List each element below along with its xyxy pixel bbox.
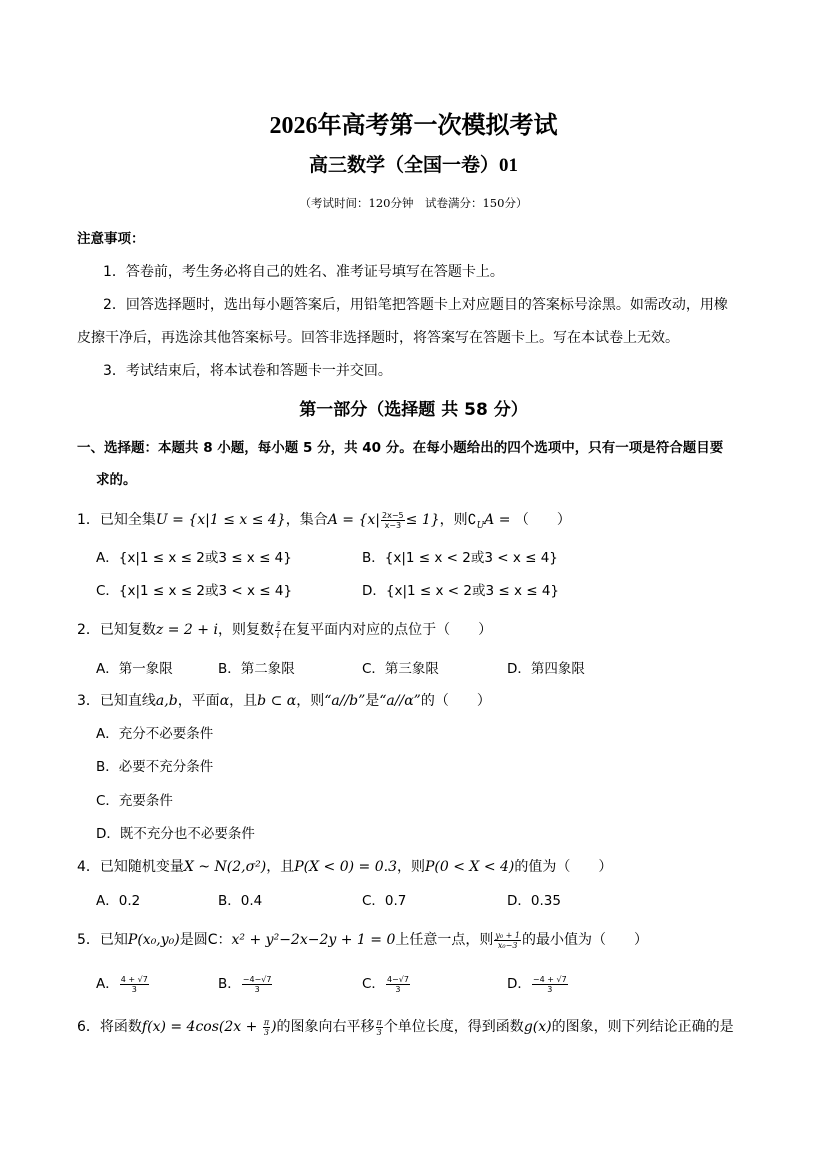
question-5-option-d: D． $\frac{-4 + √7}{3}$ bbox=[507, 974, 567, 994]
exam-title: 2026年高考第一次模拟考试 bbox=[269, 113, 558, 139]
exam-subtitle: 高三数学（全国一卷）01 bbox=[308, 155, 518, 176]
question-5-option-c: C． $\frac{4-√7}{3}$ bbox=[362, 974, 409, 994]
question-4-option-d: D．0.35 bbox=[507, 893, 561, 909]
notes-item-2-cont: 皮擦干净后，再选涂其他答案标号。回答非选择题时，将答案写在答题卡上。写在本试卷上无效。 bbox=[77, 330, 679, 346]
question-3-option-d: D．既不充分也不必要条件 bbox=[96, 826, 255, 842]
question-5-option-b: B． $\frac{-4-√7}{3}$ bbox=[218, 974, 272, 994]
notes-item-1: 1．答卷前，考生务必将自己的姓名、准考证号填写在答题卡上。 bbox=[103, 264, 504, 280]
question-4-option-a: A．0.2 bbox=[96, 893, 141, 909]
question-1-option-a: A．{x|1 ≤ x ≤ 2或3 ≤ x ≤ 4} bbox=[96, 550, 292, 566]
section-intro: 一、选择题：本题共 8 小题，每小题 5 分，共 40 分。在每小题给出的四个选项中，只有一项是符合题目要 bbox=[77, 440, 724, 456]
section-title: 第一部分（选择题 共 58 分） bbox=[299, 400, 528, 420]
question-4-option-c: C．0.7 bbox=[362, 893, 407, 909]
question-2-stem: 2．已知复数z = 2 + i，则复数 $\frac{z̄}{i}$ 在复平面内对应的点位于（ ） bbox=[77, 620, 493, 640]
question-3-option-a: A．充分不必要条件 bbox=[96, 726, 214, 742]
question-1-option-c: C．{x|1 ≤ x ≤ 2或3 < x ≤ 4} bbox=[96, 583, 293, 599]
question-6-stem: 6．将函数f(x) = 4cos(2x + $\frac{\pi}{3}$ )的图象向右平移 $\frac{\pi}{3}$ 个单位长度，得到函数g(x)的图象，则下列结论正确的是 bbox=[77, 1017, 734, 1037]
question-5-option-a: A． $\frac{4 + √7}{3}$ bbox=[96, 974, 148, 994]
question-2-option-b: B．第二象限 bbox=[218, 661, 295, 677]
exam-meta: （考试时间：120分钟 试卷满分：150分） bbox=[299, 196, 528, 210]
section-intro-cont: 求的。 bbox=[96, 472, 137, 488]
question-4-stem: 4．已知随机变量X ~ N(2,σ²)，且P(X < 0) = 0.3，则P(0 < X < 4)的值为（ ） bbox=[77, 859, 613, 875]
question-1-option-d: D．{x|1 ≤ x < 2或3 ≤ x ≤ 4} bbox=[362, 583, 560, 599]
question-2-option-c: C．第三象限 bbox=[362, 661, 439, 677]
question-2-option-a: A．第一象限 bbox=[96, 661, 173, 677]
question-3-option-c: C．充要条件 bbox=[96, 793, 173, 809]
question-3-stem: 3．已知直线a,b，平面α，且b ⊂ α，则“a//b”是“a//α”的（ ） bbox=[77, 693, 491, 709]
notes-item-2: 2．回答选择题时，选出每小题答案后，用铅笔把答题卡上对应题目的答案标号涂黑。如需改动，用橡 bbox=[103, 297, 728, 313]
question-5-stem: 5．已知P(x₀,y₀)是圆C：x² + y²−2x−2y + 1 = 0上任意一点，则 $\frac{\text{y₀ + 1}}{\text{x₀−3}}$ 的最小值为（ ） bbox=[77, 930, 648, 950]
notes-item-3: 3．考试结束后，将本试卷和答题卡一并交回。 bbox=[103, 363, 392, 379]
question-3-option-b: B．必要不充分条件 bbox=[96, 759, 214, 775]
question-1-stem: 1．已知全集U = {x|1 ≤ x ≤ 4}，集合A = {x| $\frac{2x-5}{x-3}$ ≤ 1}，则$∁_UA$ = （ ） bbox=[77, 510, 571, 531]
notes-heading: 注意事项： bbox=[77, 231, 145, 247]
question-2-option-d: D．第四象限 bbox=[507, 661, 585, 677]
question-1-option-b: B．{x|1 ≤ x < 2或3 < x ≤ 4} bbox=[362, 550, 558, 566]
question-4-option-b: B．0.4 bbox=[218, 893, 263, 909]
